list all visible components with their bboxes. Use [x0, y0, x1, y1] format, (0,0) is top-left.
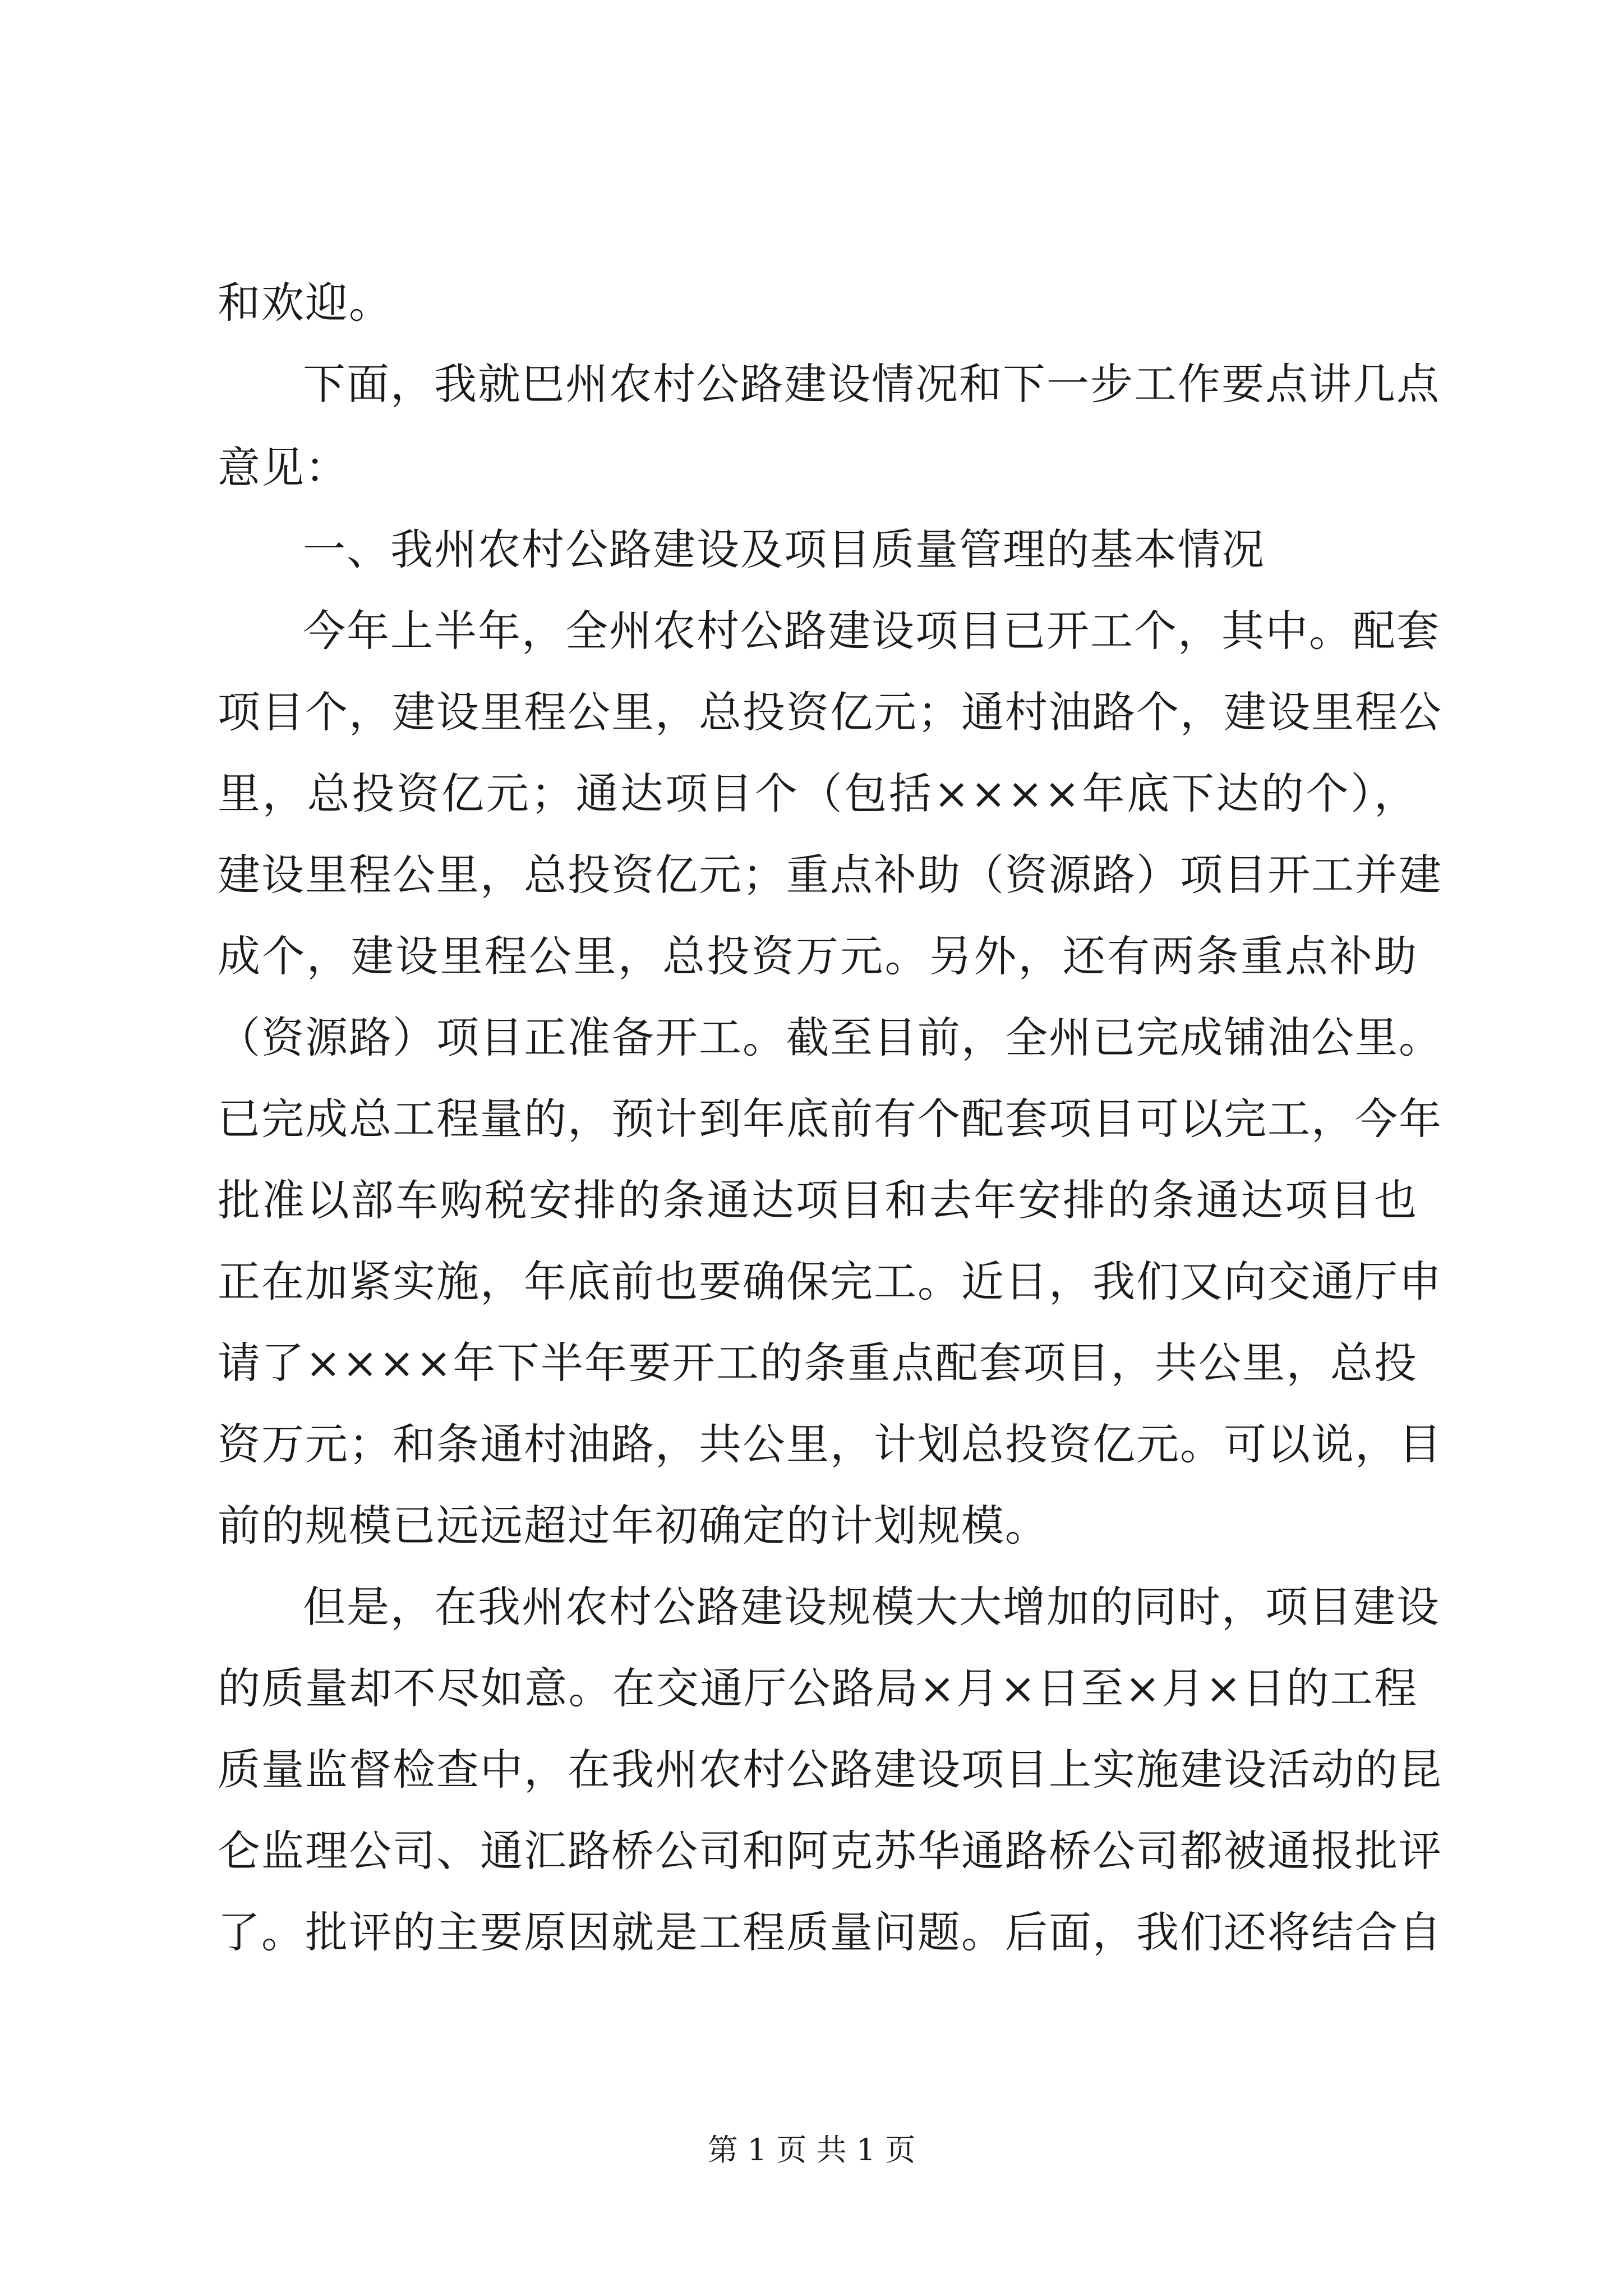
paragraph-line: 今年上半年，全州农村公路建设项目已开工个，其中。配套: [303, 606, 1440, 656]
paragraph-line: 了。批评的主要原因就是工程质量问题。后面，我们还将结合自: [218, 1907, 1442, 1957]
paragraph-line: 里，总投资亿元；通达项目个（包括××××年底下达的个），: [218, 769, 1418, 818]
paragraph-line: 仑监理公司、通汇路桥公司和阿克苏华通路桥公司都被通报批评: [218, 1826, 1442, 1876]
paragraph-line: （资源路）项目正准备开工。截至目前，全州已完成铺油公里。: [218, 1013, 1442, 1062]
paragraph-line: 前的规模已远远超过年初确定的计划规模。: [218, 1501, 1049, 1550]
paragraph-line: 建设里程公里，总投资亿元；重点补助（资源路）项目开工并建: [218, 850, 1442, 900]
paragraph-line: 项目个，建设里程公里，总投资亿元；通村油路个，建设里程公: [218, 687, 1442, 737]
paragraph-line: 和欢迎。: [218, 278, 393, 328]
paragraph-line: 的质量却不尽如意。在交通厅公路局×月×日至×月×日的工程: [218, 1663, 1418, 1713]
paragraph-line: 意见：: [218, 443, 349, 493]
paragraph-line: 正在加紧实施，年底前也要确保完工。近日，我们又向交通厅申: [218, 1257, 1442, 1306]
paragraph-line: 质量监督检查中，在我州农村公路建设项目上实施建设活动的昆: [218, 1745, 1442, 1795]
paragraph-line: 成个，建设里程公里，总投资万元。另外，还有两条重点补助: [218, 931, 1418, 981]
paragraph-line: 但是，在我州农村公路建设规模大大增加的同时，项目建设: [303, 1582, 1440, 1632]
paragraph-line: 资万元；和条通村油路，共公里，计划总投资亿元。可以说，目: [218, 1419, 1442, 1469]
section-heading: 一、我州农村公路建设及项目质量管理的基本情况: [303, 524, 1265, 574]
paragraph-line: 请了××××年下半年要开工的条重点配套项目，共公里，总投: [218, 1338, 1418, 1388]
page-footer: 第 1 页 共 1 页: [707, 2132, 916, 2168]
paragraph-line: 批准以部车购税安排的条通达项目和去年安排的条通达项目也: [218, 1175, 1418, 1225]
paragraph-line: 下面，我就巴州农村公路建设情况和下一步工作要点讲几点: [303, 359, 1440, 409]
paragraph-line: 已完成总工程量的，预计到年底前有个配套项目可以完工，今年: [218, 1094, 1442, 1144]
